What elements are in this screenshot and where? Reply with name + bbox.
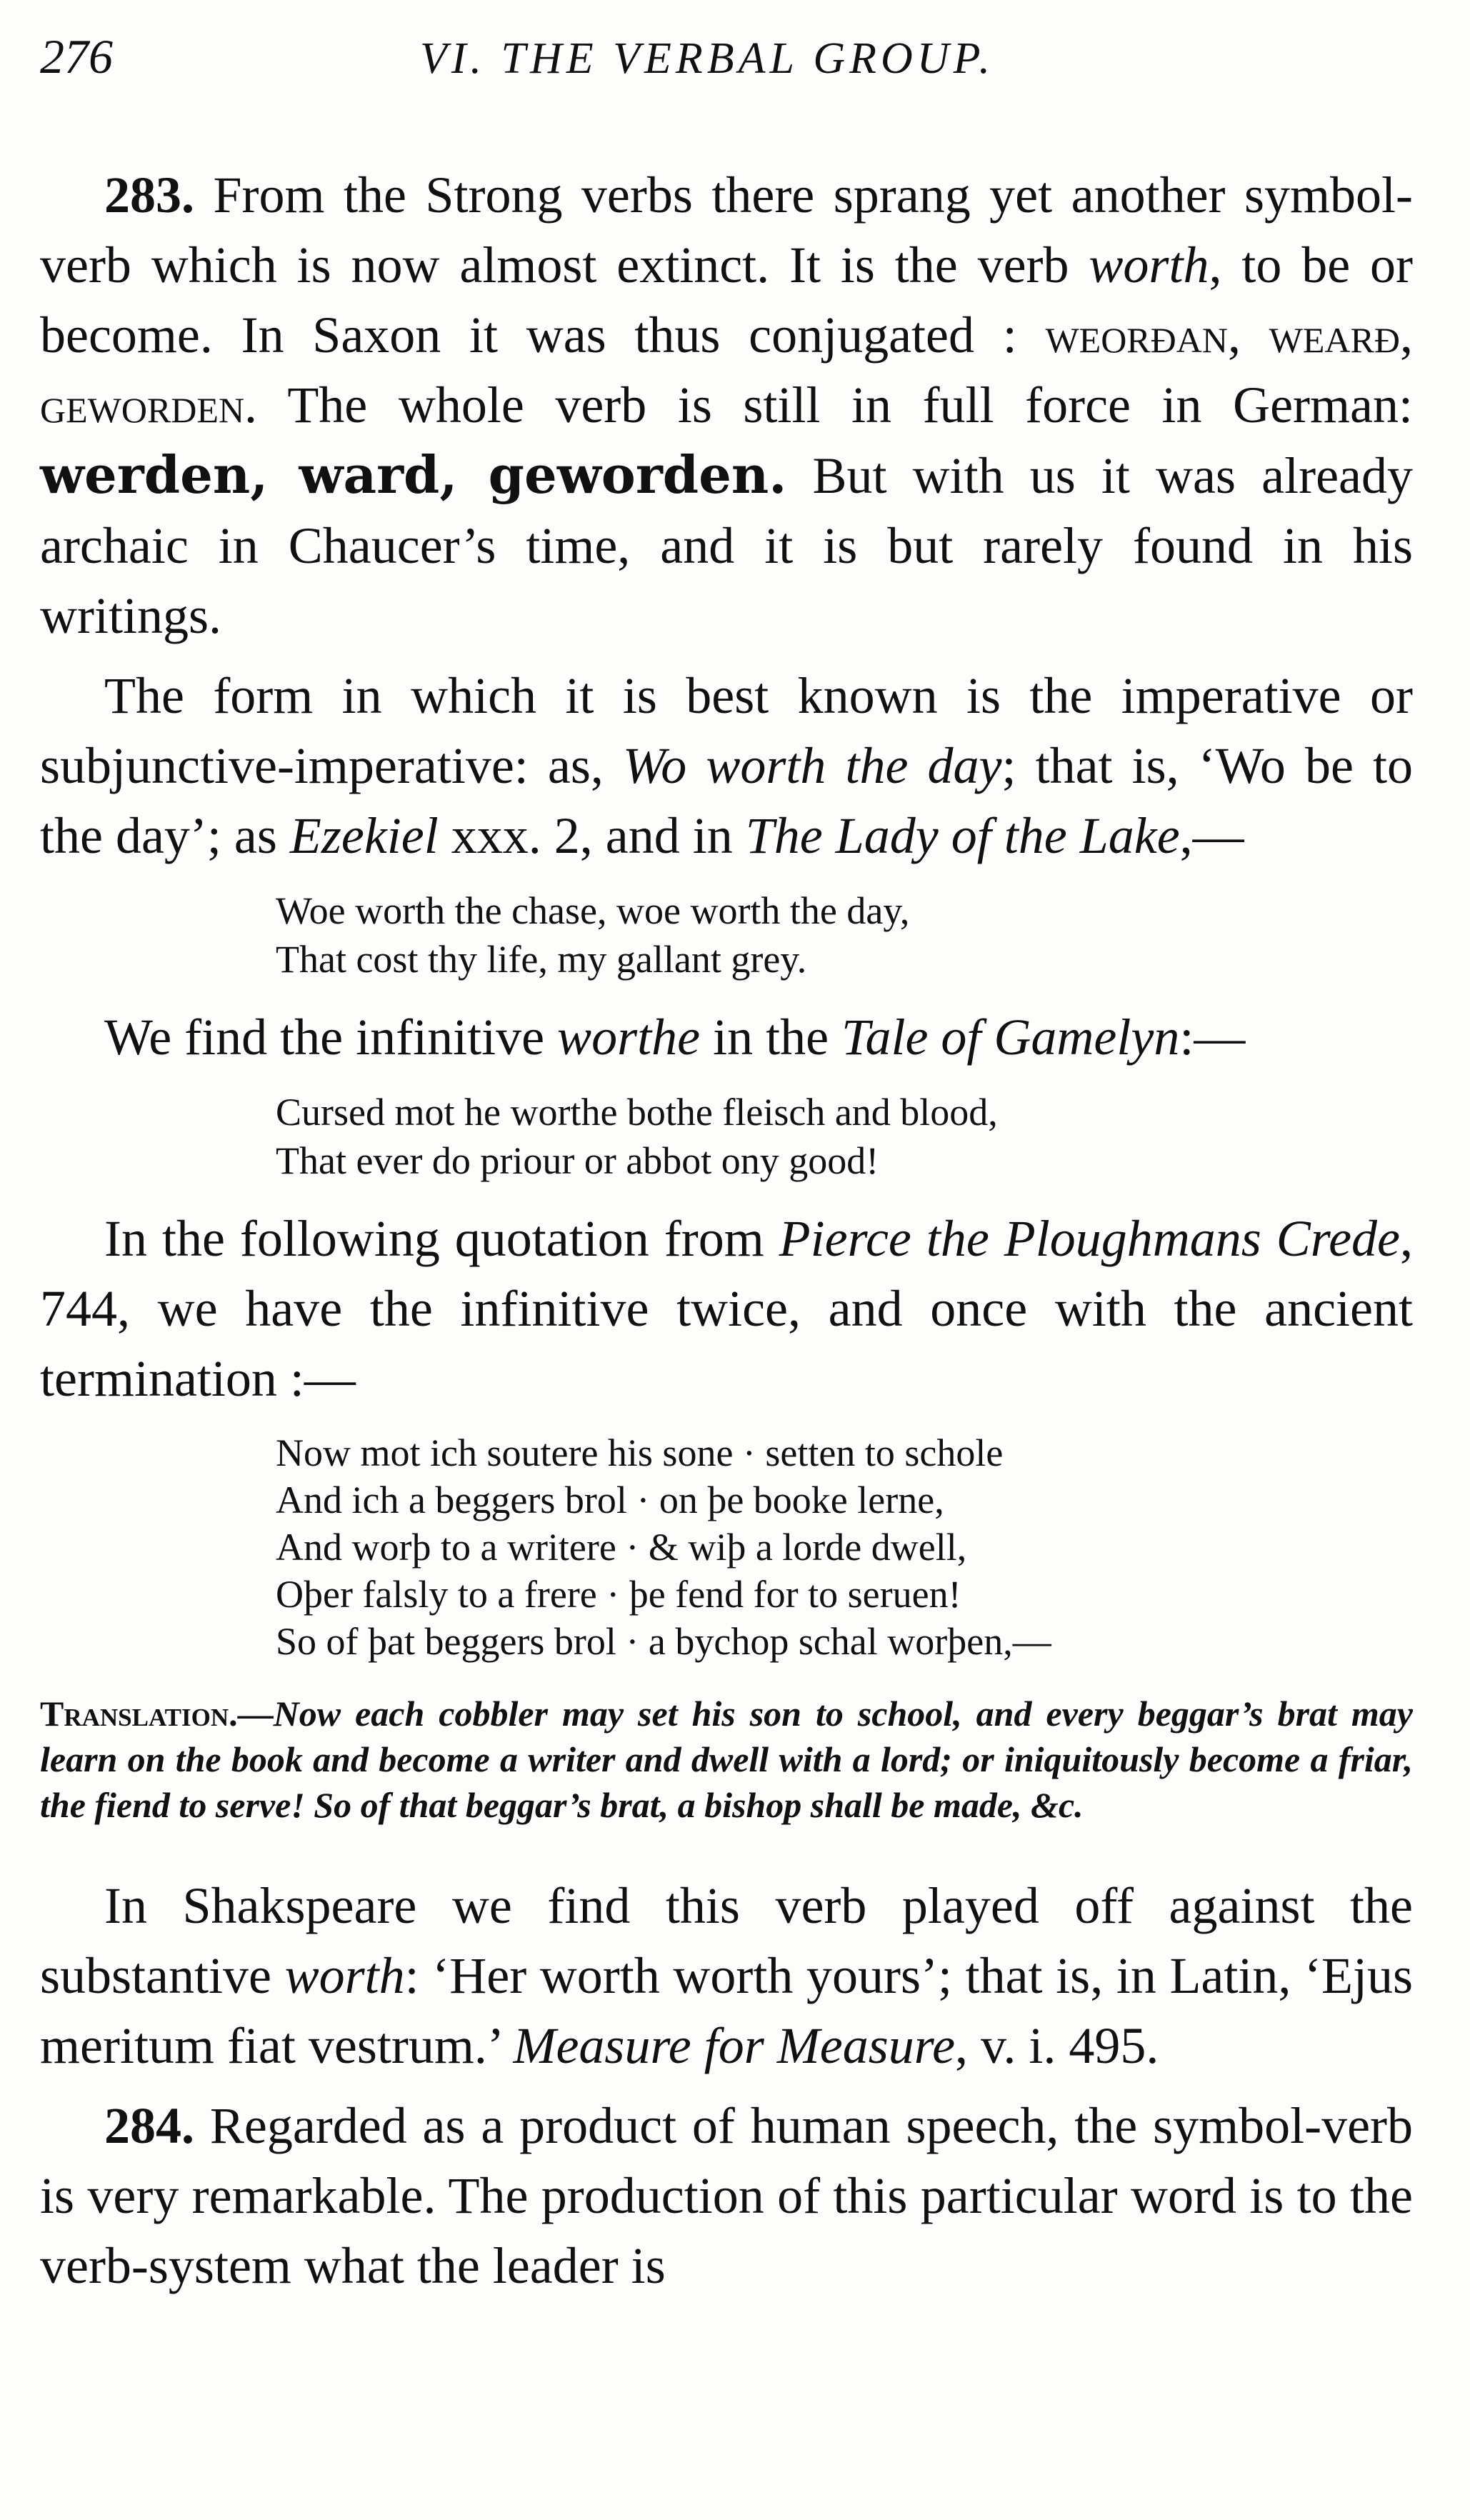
page-header [40, 29, 1413, 107]
ref-measure-for-measure: Measure for Measure [513, 2017, 956, 2074]
section-number-283: 283. [104, 166, 194, 224]
verse-line: Now mot ich soutere his sone · setten to schole [276, 1431, 1004, 1474]
paragraph-283: 283. From the Strong verbs there sprang yet another symbol-verb which is now almost extinct. It is the verb worth, to be or become. In Saxon it was thus conjugated : weorðan, wearð, geworden. The whole verb is still in full force in German: werden, ward, geworden. But with us it was already archaic in Chaucer’s time, and it is but rarely found in his writings. [40, 166, 1413, 644]
translation-note: Translation.—Now each cobbler may set his son to school, and every beggar’s brat may learn on the book and become a writer and dwell with a lord; or iniquitously become a friar, the fiend to serve! So of that beggar’s brat, a bishop shall be made, &c. [40, 1694, 1413, 1825]
verse-line: Oþer falsly to a frere · þe fend for to seruen! [276, 1573, 961, 1616]
saxon-forms: weorðan, wearð, geworden. [40, 306, 1413, 434]
german-forms: werden, ward, geworden. [40, 444, 787, 505]
verse-gamelyn [276, 1088, 1413, 1185]
paragraph-infinitive: We find the infinitive worthe in the Tale of Gamelyn:— [104, 1009, 1246, 1066]
paragraph-shakspeare: In Shakspeare we find this verb played off against the substantive worth: ‘Her worth worth yours’; that is, in Latin, ‘Ejus meritum fiat vestrum.’ Measure for Measure, v. i. 495. [40, 1877, 1413, 2074]
term-worthe: worthe [557, 1009, 701, 1066]
translation-text: Now each cobbler may set his son to school, and every beggar’s brat may learn on the book and become a writer and dwell with a lord; or iniquitously become a friar, the fiend to serve! So of that beggar’s brat, a bishop shall be made, &c. [40, 1694, 1413, 1825]
section-number-284: 284. [104, 2097, 194, 2154]
verse-line: Woe worth the chase, woe worth the day, [276, 889, 910, 932]
ref-lady-of-the-lake: The Lady of the Lake [745, 807, 1180, 864]
verse-line: And worþ to a writere · & wiþ a lorde dwell, [276, 1526, 967, 1569]
term-worth: worth [1089, 236, 1209, 294]
ref-tale-of-gamelyn: Tale of Gamelyn [841, 1009, 1180, 1066]
verse-line: That ever do priour or abbot ony good! [276, 1139, 879, 1182]
verse-ploughmans-crede [276, 1429, 1413, 1665]
phrase-wo-worth: Wo worth the day [622, 737, 1002, 794]
running-title: VI. THE VERBAL GROUP. [420, 34, 994, 83]
paragraph-quotation: In the following quotation from Pierce the Ploughmans Crede, 744, we have the infinitive twice, and once with the ancient termination :— [40, 1210, 1413, 1407]
page-number: 276 [40, 29, 113, 84]
verse-line: That cost thy life, my gallant grey. [276, 938, 807, 981]
verse-line: And ich a beggers brol · on þe booke lerne, [276, 1479, 944, 1521]
verse-line: Cursed mot he worthe bothe fleisch and blood, [276, 1091, 998, 1134]
translation-label: Translation. [40, 1694, 238, 1734]
paragraph-284: 284. Regarded as a product of human speech, the symbol-verb is very remarkable. The production of this particular word is to the verb-system what the leader is [40, 2097, 1413, 2294]
paragraph-imperative: The form in which it is best known is the imperative or subjunctive-imperative: as, Wo worth the day; that is, ‘Wo be to the day’; as Ezekiel xxx. 2, and in The Lady of the Lake,— [40, 667, 1413, 864]
verse-lady-of-the-lake [276, 886, 1413, 984]
ref-pierce-ploughmans-crede: Pierce the Ploughmans Crede [779, 1210, 1400, 1267]
verse-line: So of þat beggers brol · a bychop schal worþen,— [276, 1620, 1051, 1663]
ref-ezekiel: Ezekiel [289, 807, 439, 864]
term-worth-substantive: worth [284, 1947, 405, 2004]
